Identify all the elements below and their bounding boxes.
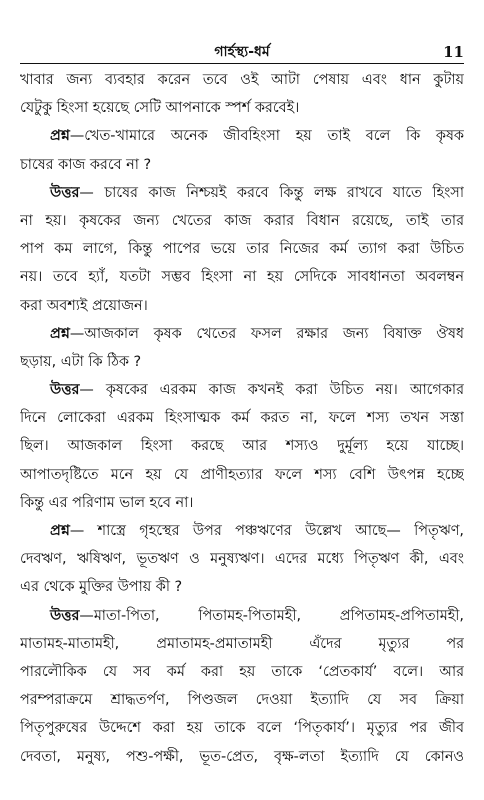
answer-line xyxy=(20,602,464,630)
line-text: কিন্তু এর পরিণাম ভাল হবে না। xyxy=(20,494,194,511)
running-title: গার্হস্থ্য-ধর্ম xyxy=(214,44,270,60)
answer-line xyxy=(20,179,464,207)
line-text: নয়। তবে হ্যাঁ, যতটা সম্ভব হিংসা না হয় সেদিকে সাবধানতা অবলম্বন xyxy=(20,269,464,286)
text-line xyxy=(20,207,464,235)
text-line xyxy=(20,489,464,517)
text-line xyxy=(20,545,464,573)
header-rule xyxy=(20,63,464,64)
line-text: চাষের কাজ করবে না ? xyxy=(20,156,152,173)
line-text: দিনে লোকেরা এরকম হিংসাত্মক কর্ম করত না, ফলে শস্য তখন সস্তা xyxy=(20,410,464,427)
question-label: প্রশ্ন xyxy=(50,523,70,539)
answer-line xyxy=(20,376,464,404)
line-text: মাতামহ-মাতামহী, প্রমাতামহ-প্রমাতামহী এঁদের মৃত্যুর পর xyxy=(20,635,464,652)
line-text: —খেত-খামারে অনেক জীবহিংসা হয় তাই বলে কি কৃষক xyxy=(69,128,464,145)
text-line xyxy=(20,151,464,179)
line-text: খাবার জন্য ব্যবহার করেন তবে ওই আটা পেষায় এবং ধান কুটায় xyxy=(20,72,464,88)
text-line xyxy=(20,292,464,320)
line-text: — কৃষকের এরকম কাজ কখনই করা উচিত নয়। আগেকার xyxy=(79,382,464,399)
text-line xyxy=(20,573,464,601)
line-text: দেবঋণ, ঋষিঋণ, ভূতঋণ ও মনুষ্যঋণ। এদের মধ্যে পিতৃঋণ কী, এবং xyxy=(20,551,464,568)
line-text: পারলৌকিক যে সব কর্ম করা হয় তাকে ‘প্রেতকার্য’ বলে। আর xyxy=(20,663,464,680)
question-line xyxy=(20,320,464,348)
answer-label: উত্তর xyxy=(50,382,80,399)
text-line xyxy=(20,432,464,460)
answer-label: উত্তর xyxy=(50,184,80,201)
line-text: পিতৃপুরুষের উদ্দেশে করা হয় তাকে বলে ‘পিতৃকার্য’। মৃত্যুর পর জীব xyxy=(20,720,464,737)
question-label: প্রশ্ন xyxy=(50,325,70,342)
answer-label: উত্তর xyxy=(50,607,80,624)
text-line xyxy=(20,686,464,714)
line-text: — শাস্ত্রে গৃহস্থের উপর পঞ্চঋণের উল্লেখ আছে— পিতৃঋণ, xyxy=(69,523,464,539)
page-number: 11 xyxy=(443,43,464,61)
line-text: যেটুকু হিংসা হয়েছে সেটি আপনাকে স্পর্শ করবেই। xyxy=(20,100,300,117)
line-text: দেবতা, মনুষ্য, পশু-পক্ষী, ভূত-প্রেত, বৃক্ষ-লতা ইত্যাদি যে কোনও xyxy=(20,748,464,765)
text-line xyxy=(20,348,464,376)
text-line xyxy=(20,94,464,122)
question-line xyxy=(20,517,464,545)
text-line xyxy=(20,461,464,489)
line-text: —আজকাল কৃষক খেতের ফসল রক্ষার জন্য বিষাক্ত ঔষধ xyxy=(69,325,464,342)
line-text: —মাতা-পিতা, পিতামহ-পিতামহী, প্রপিতামহ-প্রপিতামহী, xyxy=(79,607,464,624)
line-text: করা অবশ্যই প্রয়োজন। xyxy=(20,297,148,314)
text-line xyxy=(20,263,464,291)
page-header xyxy=(20,42,464,62)
line-text: ছিল। আজকাল হিংসা করছে আর শস্যও দুর্মূল্য হয়ে যাচ্ছে। xyxy=(20,438,464,455)
text-line xyxy=(20,658,464,686)
book-page xyxy=(20,0,464,800)
line-text: না হয়। কৃষকের জন্য খেতের কাজ করার বিধান রয়েছে, তাই তার xyxy=(20,212,464,229)
line-text: — চাষের কাজ নিশ্চয়ই করবে কিন্তু লক্ষ রাখবে যাতে হিংসা xyxy=(79,184,464,201)
line-text: পরম্পরাক্রমে শ্রাদ্ধতর্পণ, পিণ্ডজল দেওয়া ইত্যাদি যে সব ক্রিয়া xyxy=(20,692,464,709)
line-text: আপাতদৃষ্টিতে মনে হয় যে প্রাণীহত্যার ফলে শস্য বেশি উৎপন্ন হচ্ছে xyxy=(20,466,464,483)
text-line xyxy=(20,66,464,94)
text-line xyxy=(20,404,464,432)
line-text: পাপ কম লাগে, কিন্তু পাপের ভয়ে তার নিজের কর্ম ত্যাগ করা উচিত xyxy=(20,241,464,258)
text-line xyxy=(20,630,464,658)
question-label: প্রশ্ন xyxy=(50,128,70,145)
text-line xyxy=(20,714,464,742)
line-text: এর থেকে মুক্তির উপায় কী ? xyxy=(20,579,183,596)
text-line xyxy=(20,235,464,263)
text-line xyxy=(20,743,464,771)
body-text xyxy=(20,66,464,771)
question-line xyxy=(20,122,464,150)
line-text: ছড়ায়, এটা কি ঠিক ? xyxy=(20,353,142,370)
